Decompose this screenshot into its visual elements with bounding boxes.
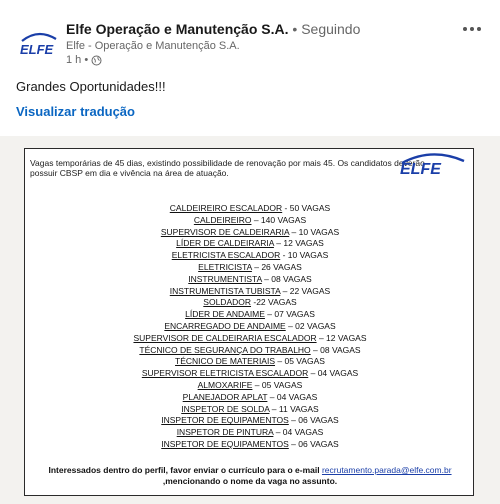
vacancy-item [25, 368, 475, 380]
vacancy-role: INSPETOR DE PINTURA [176, 427, 274, 438]
vacancy-count: – 26 VAGAS [251, 261, 302, 272]
vacancy-count: – 04 VAGAS [308, 368, 359, 379]
vacancy-role: SUPERVISOR ELETRICISTA ESCALADOR [141, 368, 309, 379]
vacancy-count: – 02 VAGAS [285, 320, 336, 331]
vacancy-role: INSPETOR DE SOLDA [181, 403, 270, 414]
vacancy-role: ALMOXARIFE [197, 379, 253, 390]
vacancy-item [25, 250, 475, 262]
vacancy-count: – 12 VAGAS [316, 332, 367, 343]
vacancy-item [25, 427, 475, 439]
vacancy-role: CALDEIREIRO ESCALADOR [169, 203, 283, 213]
vacancy-item [25, 392, 475, 404]
vacancy-role: SOLDADOR [203, 297, 252, 308]
vacancy-count: – 08 VAGAS [261, 273, 312, 284]
more-dot-icon [477, 27, 481, 31]
vacancy-role: ELETRICISTA ESCALADOR [171, 250, 281, 261]
vacancy-item [25, 297, 475, 309]
vacancy-role: INSTRUMENTISTA TUBISTA [169, 285, 281, 296]
more-dot-icon [470, 27, 474, 31]
vacancy-role: SUPERVISOR DE CALDEIRARIA [160, 226, 290, 237]
vacancy-item [25, 333, 475, 345]
vacancy-role: SUPERVISOR DE CALDEIRARIA ESCALADOR [133, 332, 317, 343]
vacancy-item [25, 215, 475, 227]
footer-text: Interessados dentro do perfil, favor enviar o currículo para o e-mail [48, 465, 322, 475]
vacancy-count: – 10 VAGAS [289, 226, 340, 237]
globe-icon [91, 55, 102, 66]
logo-lettering: ELFE [20, 42, 54, 57]
footer-email-link[interactable]: recrutamento.parada@elfe.com.br [321, 465, 452, 475]
poster-logo [394, 151, 469, 177]
vacancy-role: ELETRICISTA [198, 261, 252, 272]
vacancy-item [25, 274, 475, 286]
footer-line-2: ,mencionando o nome da vaga no assunto. [162, 476, 338, 486]
author-name[interactable] [66, 21, 360, 37]
vacancy-count: – 07 VAGAS [264, 309, 315, 320]
vacancy-count: – 12 VAGAS [273, 238, 324, 249]
vacancy-role: INSPETOR DE EQUIPAMENTOS [161, 415, 289, 426]
post-time: 1 h • [66, 54, 89, 66]
vacancy-count: – 140 VAGAS [251, 214, 307, 225]
vacancy-count: – 06 VAGAS [288, 415, 339, 426]
poster-intro: Vagas temporárias de 45 dias, existindo possibilidade de renovação por mais 45. Os candidatos deverão possuir CBSP em dia e vivência na área de atuação. [30, 158, 425, 178]
poster-footer [25, 465, 475, 487]
vacancy-count: - 10 VAGAS [280, 250, 329, 261]
vacancy-item [25, 380, 475, 392]
poster-logo-lettering: ELFE [400, 161, 441, 177]
vacancy-role: TÉCNICO DE MATERIAIS [175, 356, 276, 367]
author-subtitle: Elfe - Operação e Manutenção S.A. [66, 40, 240, 52]
vacancy-item [25, 227, 475, 239]
follow-status: Seguindo [301, 21, 361, 37]
follow-separator: • [288, 21, 302, 37]
company-logo[interactable] [16, 30, 60, 58]
vacancy-count: – 08 VAGAS [310, 344, 361, 355]
vacancy-count: – 05 VAGAS [275, 356, 325, 367]
vacancy-count: -22 VAGAS [251, 297, 297, 308]
vacancy-count: – 22 VAGAS [280, 285, 331, 296]
vacancy-item [25, 321, 475, 333]
vacancy-role: INSTRUMENTISTA [188, 273, 262, 284]
vacancy-item [25, 356, 475, 368]
vacancy-role: LÍDER DE ANDAIME [185, 309, 265, 320]
vacancy-item [25, 238, 475, 250]
vacancy-role: PLANEJADOR APLAT [182, 391, 268, 402]
vacancy-item [25, 262, 475, 274]
vacancy-count: - 50 VAGAS [282, 203, 331, 213]
vacancy-role: INSPETOR DE EQUIPAMENTOS [161, 438, 289, 449]
post-meta [66, 54, 102, 66]
vacancy-item [25, 345, 475, 357]
vacancy-item [25, 203, 475, 215]
vacancy-role: ENCARREGADO DE ANDAIME [164, 320, 286, 331]
footer-line-1 [25, 465, 475, 476]
more-options-button[interactable] [460, 24, 484, 34]
vacancy-role: TÉCNICO DE SEGURANÇA DO TRABALHO [139, 344, 311, 355]
author-name-text[interactable]: Elfe Operação e Manutenção S.A. [66, 21, 289, 37]
vacancy-item [25, 404, 475, 416]
vacancy-role: CALDEIREIRO [193, 214, 252, 225]
vacancy-item [25, 309, 475, 321]
translate-link[interactable]: Visualizar tradução [16, 104, 135, 119]
post-header [0, 0, 500, 70]
post-text: Grandes Oportunidades!!! [16, 79, 166, 94]
vacancy-item [25, 286, 475, 298]
job-poster-image[interactable] [24, 148, 474, 496]
vacancy-count: – 11 VAGAS [269, 403, 319, 414]
vacancy-count: – 04 VAGAS [267, 391, 318, 402]
vacancy-count: – 05 VAGAS [252, 379, 303, 390]
vacancy-item [25, 415, 475, 427]
vacancy-count: – 04 VAGAS [273, 427, 324, 438]
more-dot-icon [463, 27, 467, 31]
vacancy-item [25, 439, 475, 451]
vacancy-role: LÍDER DE CALDEIRARIA [176, 238, 274, 249]
vacancy-count: – 06 VAGAS [288, 438, 339, 449]
vacancy-list [25, 203, 475, 451]
